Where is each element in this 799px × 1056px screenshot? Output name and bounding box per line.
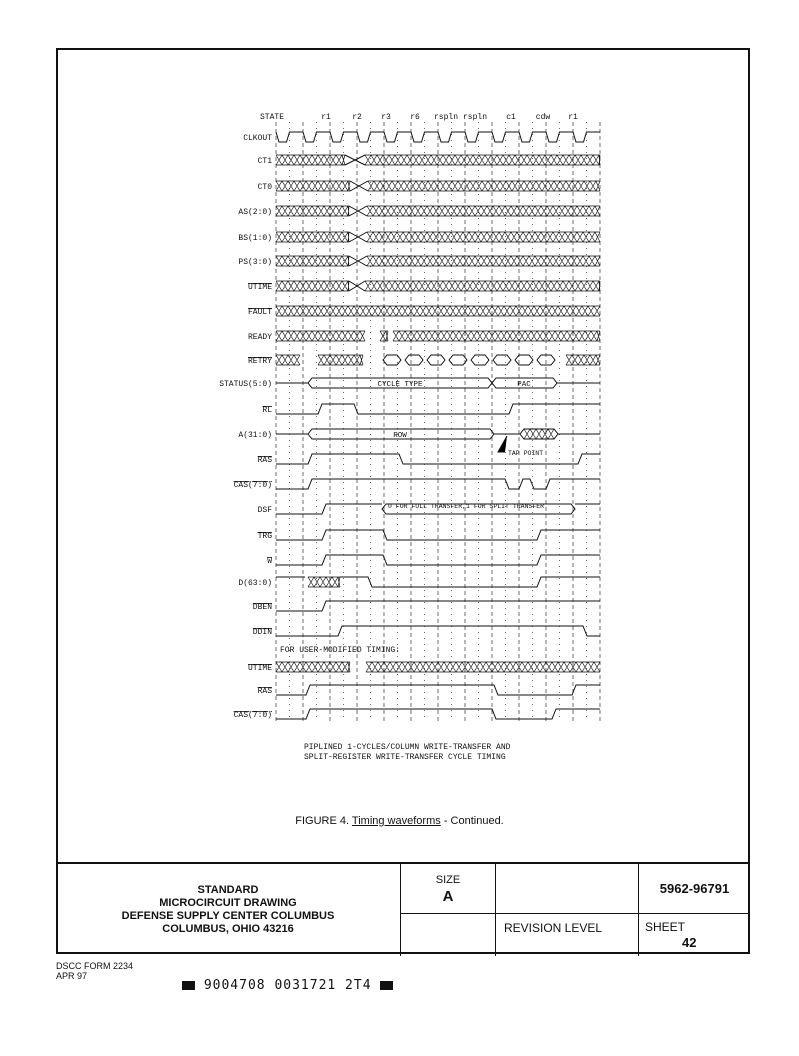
cas-label: CAS(7:0) bbox=[233, 481, 272, 490]
clock-gridlines bbox=[276, 122, 600, 722]
state-label: rspln bbox=[433, 113, 459, 122]
bs-bus-a bbox=[276, 232, 349, 242]
diagram-caption-1: PIPLINED 1-CYCLES/COLUMN WRITE-TRANSFER AND bbox=[304, 743, 511, 752]
state-row bbox=[260, 113, 578, 122]
standard-block bbox=[56, 864, 401, 956]
retry-valid bbox=[515, 355, 533, 365]
retry-valid bbox=[493, 355, 511, 365]
retry-valid bbox=[405, 355, 423, 365]
state-label: c1 bbox=[506, 113, 516, 122]
address-col-hatch bbox=[524, 429, 554, 439]
user-signal-label: RAS bbox=[257, 687, 272, 696]
user-modified-note: FOR USER-MODIFIED TIMING: bbox=[280, 646, 401, 655]
status-label: STATUS(5:0) bbox=[219, 380, 272, 389]
bs-bus-b bbox=[367, 232, 600, 242]
ps-bus-b bbox=[367, 256, 600, 266]
figure-title: Timing waveforms bbox=[351, 815, 441, 827]
state-header: STATE bbox=[259, 113, 285, 122]
dben-label: DBEN bbox=[252, 603, 272, 612]
barcode-block-left bbox=[182, 981, 195, 990]
utime-transition bbox=[349, 281, 365, 291]
state-label: r2 bbox=[352, 113, 362, 122]
retry-valid bbox=[383, 355, 401, 365]
barcode-block-right bbox=[380, 981, 393, 990]
pac-text: PAC bbox=[517, 381, 531, 389]
ct1-bus-b bbox=[365, 155, 600, 165]
bs-label: BS(1:0) bbox=[238, 234, 272, 243]
fault-label: FAULT bbox=[247, 308, 272, 317]
title-block bbox=[56, 862, 750, 956]
empty-cell bbox=[496, 864, 639, 914]
barcode-text: 9004708 0031721 2T4 bbox=[203, 978, 372, 993]
as-bus-a bbox=[276, 206, 349, 216]
standard-line: STANDARD bbox=[197, 884, 259, 896]
cycle-type-text: CYCLE TYPE bbox=[377, 381, 423, 389]
state-label: r1 bbox=[321, 113, 331, 122]
retry-bus-b bbox=[318, 355, 363, 365]
figure-label: FIGURE 4. bbox=[295, 815, 350, 827]
size-value: A bbox=[442, 888, 454, 905]
figure-suffix: - Continued. bbox=[443, 815, 504, 827]
data-hatch bbox=[308, 577, 340, 587]
user-signal-label: CAS(7:0) bbox=[233, 711, 272, 720]
ct1-transition bbox=[345, 155, 365, 165]
diagram-caption-2: SPLIT-REGISTER WRITE-TRANSFER CYCLE TIMING bbox=[304, 753, 506, 762]
retry-bus-c bbox=[566, 355, 600, 365]
ct1-label: CT1 bbox=[257, 157, 272, 166]
utime-bus-b bbox=[365, 281, 600, 291]
row-text: ROW bbox=[393, 432, 407, 440]
data-label: D(63:0) bbox=[238, 579, 272, 588]
form-identifier bbox=[56, 961, 133, 981]
signal-labels bbox=[219, 134, 272, 720]
dsf-wave-a bbox=[276, 504, 382, 514]
bs-transition bbox=[349, 232, 367, 242]
sheet-number: 42 bbox=[682, 935, 697, 950]
w-label: W bbox=[267, 557, 272, 566]
ready-bus-c bbox=[393, 331, 600, 341]
microcircuit-line: MICROCIRCUIT DRAWING bbox=[159, 897, 297, 909]
tap-point-text: TAP POINT bbox=[508, 450, 544, 457]
figure-caption bbox=[0, 815, 799, 827]
retry-bus-a bbox=[276, 355, 300, 365]
barcode bbox=[182, 978, 393, 993]
annotations bbox=[280, 381, 544, 762]
user-utime-a bbox=[276, 662, 350, 672]
ps-transition bbox=[349, 256, 367, 266]
dsf-label: DSF bbox=[257, 506, 272, 515]
size-cell bbox=[401, 864, 496, 914]
retry-valid bbox=[471, 355, 489, 365]
utime-label: UTIME bbox=[247, 283, 272, 292]
ps-bus-a bbox=[276, 256, 349, 266]
state-label: cdw bbox=[535, 113, 551, 122]
ready-label: READY bbox=[247, 333, 272, 342]
ct1-bus-a bbox=[276, 155, 345, 165]
ddin-label: DDIN bbox=[252, 628, 272, 637]
data-wave-b bbox=[340, 577, 600, 587]
address-label: A(31:0) bbox=[238, 431, 272, 440]
as-label: AS(2:0) bbox=[238, 208, 272, 217]
as-bus-b bbox=[367, 206, 600, 216]
retry-label: RETRY bbox=[247, 357, 272, 366]
state-label: r1 bbox=[568, 113, 578, 122]
empty-cell bbox=[401, 914, 496, 956]
address-line: COLUMBUS, OHIO 43216 bbox=[162, 923, 294, 935]
user-utime-b bbox=[366, 662, 600, 672]
ct0-bus-a bbox=[276, 181, 350, 191]
as-transition bbox=[349, 206, 367, 216]
rl-label: RL bbox=[262, 406, 272, 415]
ps-label: PS(3:0) bbox=[238, 258, 272, 267]
ct0-label: CT0 bbox=[257, 183, 272, 192]
ct0-bus-b bbox=[368, 181, 600, 191]
form-number: DSCC FORM 2234 bbox=[56, 961, 134, 971]
drawing-number: 5962-96791 bbox=[639, 864, 750, 914]
size-label: SIZE bbox=[435, 874, 461, 886]
revision-level-cell: REVISION LEVEL bbox=[496, 914, 639, 956]
sheet-cell bbox=[639, 914, 750, 956]
retry-valid bbox=[427, 355, 445, 365]
tap-point-leader bbox=[498, 436, 507, 452]
form-date: APR 97 bbox=[56, 971, 88, 981]
state-label: r3 bbox=[381, 113, 391, 122]
state-label: r6 bbox=[410, 113, 420, 122]
sheet-label: SHEET bbox=[645, 920, 686, 934]
ras-label: RAS bbox=[257, 456, 272, 465]
utime-bus-a bbox=[276, 281, 349, 291]
user-signal-label: UTIME bbox=[247, 664, 272, 673]
dsf-note: 0 FOR FULL TRANSFER,1 FOR SPLIT TRANSFER bbox=[388, 503, 545, 510]
retry-valid bbox=[449, 355, 467, 365]
clkout-label: CLKOUT bbox=[243, 134, 272, 143]
agency-line: DEFENSE SUPPLY CENTER COLUMBUS bbox=[121, 910, 335, 922]
ct0-transition bbox=[350, 181, 368, 191]
trg-label: TRG bbox=[257, 532, 272, 541]
state-label: rspln bbox=[462, 113, 488, 122]
